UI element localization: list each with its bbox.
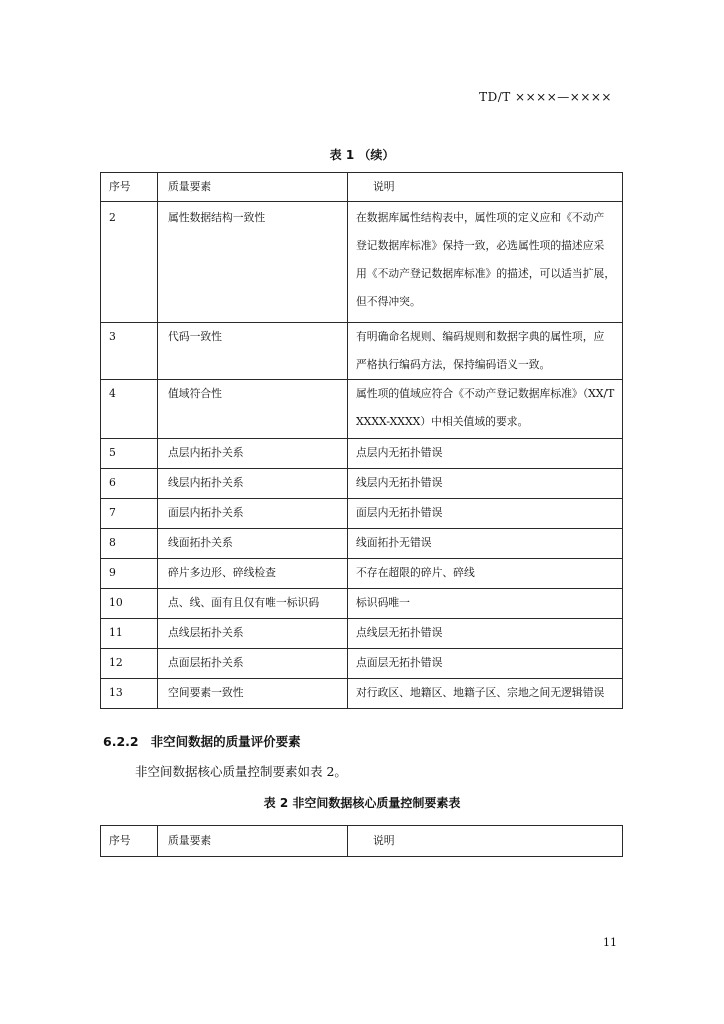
row-description: 点线层无拓扑错误 [348,619,623,649]
row-number: 3 [101,323,158,380]
row-number: 11 [101,619,158,649]
row-element: 点层内拓扑关系 [158,439,348,469]
row-element: 点、线、面有且仅有唯一标识码 [158,589,348,619]
row-description: 面层内无拓扑错误 [348,499,623,529]
row-number: 2 [101,202,158,323]
description-line: 有明确命名规则、编码规则和数据字典的属性项，应 [356,330,605,343]
description-line: 登记数据库标准》保持一致，必选属性项的描述应采 [356,239,605,252]
description-line: 用《不动产登记数据库标准》的描述，可以适当扩展， [356,267,616,280]
table-header-row [101,826,623,857]
row-description: 标识码唯一 [348,589,623,619]
row-element: 线层内拓扑关系 [158,469,348,499]
row-number: 12 [101,649,158,679]
section-number: 6.2.2 [103,734,139,749]
row-element: 点面层拓扑关系 [158,649,348,679]
quality-elements-table-1 [100,172,623,709]
table-row [101,202,623,323]
row-element: 值域符合性 [158,380,348,439]
body-paragraph: 非空间数据核心质量控制要素如表 2。 [135,764,347,779]
table-row [101,619,623,649]
standard-code-header: TD/T ××××—×××× [479,90,612,104]
row-number: 6 [101,469,158,499]
row-number: 9 [101,559,158,589]
row-element: 碎片多边形、碎线检查 [158,559,348,589]
row-element: 空间要素一致性 [158,679,348,709]
quality-elements-table-2 [100,825,623,857]
row-element: 代码一致性 [158,323,348,380]
description-line: XXXX-XXXX）中相关值域的要求。 [356,415,529,428]
row-description: 对行政区、地籍区、地籍子区、宗地之间无逻辑错误 [348,679,623,709]
table-row [101,529,623,559]
row-element: 点线层拓扑关系 [158,619,348,649]
row-number: 10 [101,589,158,619]
row-description [348,202,623,323]
column-header-description: 说明 [348,173,623,202]
description-line: 在数据库属性结构表中，属性项的定义应和《不动产 [356,211,605,224]
row-description: 线层内无拓扑错误 [348,469,623,499]
column-header-element: 质量要素 [158,826,348,857]
row-number: 8 [101,529,158,559]
description-line: 属性项的值域应符合《不动产登记数据库标准》（XX/T [356,387,615,400]
table2-caption: 表 2 非空间数据核心质量控制要素表 [263,796,461,810]
column-header-number: 序号 [101,826,158,857]
row-description: 线面拓扑无错误 [348,529,623,559]
row-element: 线面拓扑关系 [158,529,348,559]
section-heading [103,733,301,751]
row-number: 13 [101,679,158,709]
column-header-number: 序号 [101,173,158,202]
table-row [101,439,623,469]
table-header-row [101,173,623,202]
description-line: 严格执行编码方法，保持编码语义一致。 [356,358,551,371]
row-number: 5 [101,439,158,469]
row-element: 面层内拓扑关系 [158,499,348,529]
table-row [101,589,623,619]
row-description: 点面层无拓扑错误 [348,649,623,679]
table-row [101,559,623,589]
table1-caption: 表 1 （续） [329,148,395,162]
row-description: 点层内无拓扑错误 [348,439,623,469]
description-line: 但不得冲突。 [356,295,421,308]
table-row [101,323,623,380]
row-number: 4 [101,380,158,439]
column-header-element: 质量要素 [158,173,348,202]
column-header-description: 说明 [348,826,623,857]
row-description: 不存在超限的碎片、碎线 [348,559,623,589]
section-title: 非空间数据的质量评价要素 [150,734,301,749]
row-description [348,380,623,439]
row-description [348,323,623,380]
page-number: 11 [603,936,617,949]
table-row [101,499,623,529]
table-row [101,469,623,499]
row-element: 属性数据结构一致性 [158,202,348,323]
table-row [101,380,623,439]
table-row [101,679,623,709]
row-number: 7 [101,499,158,529]
table-row [101,649,623,679]
